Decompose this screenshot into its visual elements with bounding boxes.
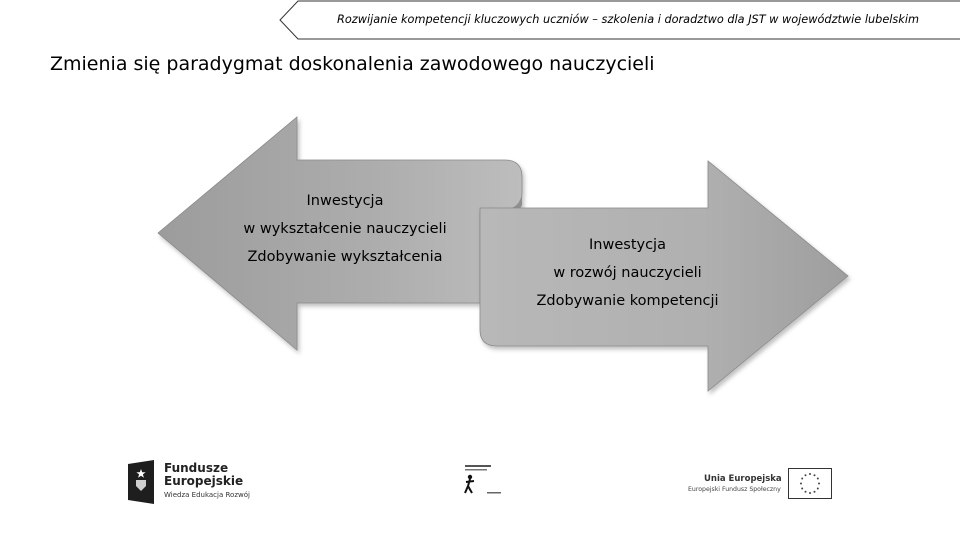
- unia-europejska-logo: [688, 468, 833, 500]
- fundusze-name-line-2: Europejskie: [164, 474, 244, 488]
- unia-subtitle: Europejski Fundusz Społeczny: [688, 486, 781, 493]
- fundusze-mark-icon: [128, 460, 156, 504]
- right-arrow-line-1: Inwestycja: [589, 237, 666, 253]
- left-arrow-line-1: Inwestycja: [306, 193, 384, 209]
- fundusze-name-line-1: Fundusze: [164, 461, 229, 475]
- eu-flag-icon: [788, 468, 832, 499]
- left-arrow-text: [215, 187, 475, 271]
- partner-logo: [460, 462, 508, 498]
- unia-name: Unia Europejska: [704, 474, 782, 484]
- left-arrow-line-2: w wykształcenie nauczycieli: [243, 221, 447, 237]
- header-text: Rozwijanie kompetencji kluczowych uczniów – szkolenia i doradztwo dla JST w województwie lubelskim: [337, 13, 919, 26]
- right-arrow-text: [505, 231, 750, 315]
- slide-title: Zmienia się paradygmat doskonalenia zawodowego nauczycieli: [50, 53, 655, 75]
- partner-logo-graphic: [460, 462, 508, 498]
- right-arrow-line-2: w rozwój nauczycieli: [553, 265, 702, 281]
- left-arrow-line-3: Zdobywanie wykształcenia: [247, 249, 443, 265]
- fundusze-name: [164, 462, 243, 488]
- right-arrow-line-3: Zdobywanie kompetencji: [536, 293, 719, 309]
- fundusze-europejskie-logo: [128, 460, 263, 504]
- fundusze-subtitle: Wiedza Edukacja Rozwój: [164, 491, 250, 499]
